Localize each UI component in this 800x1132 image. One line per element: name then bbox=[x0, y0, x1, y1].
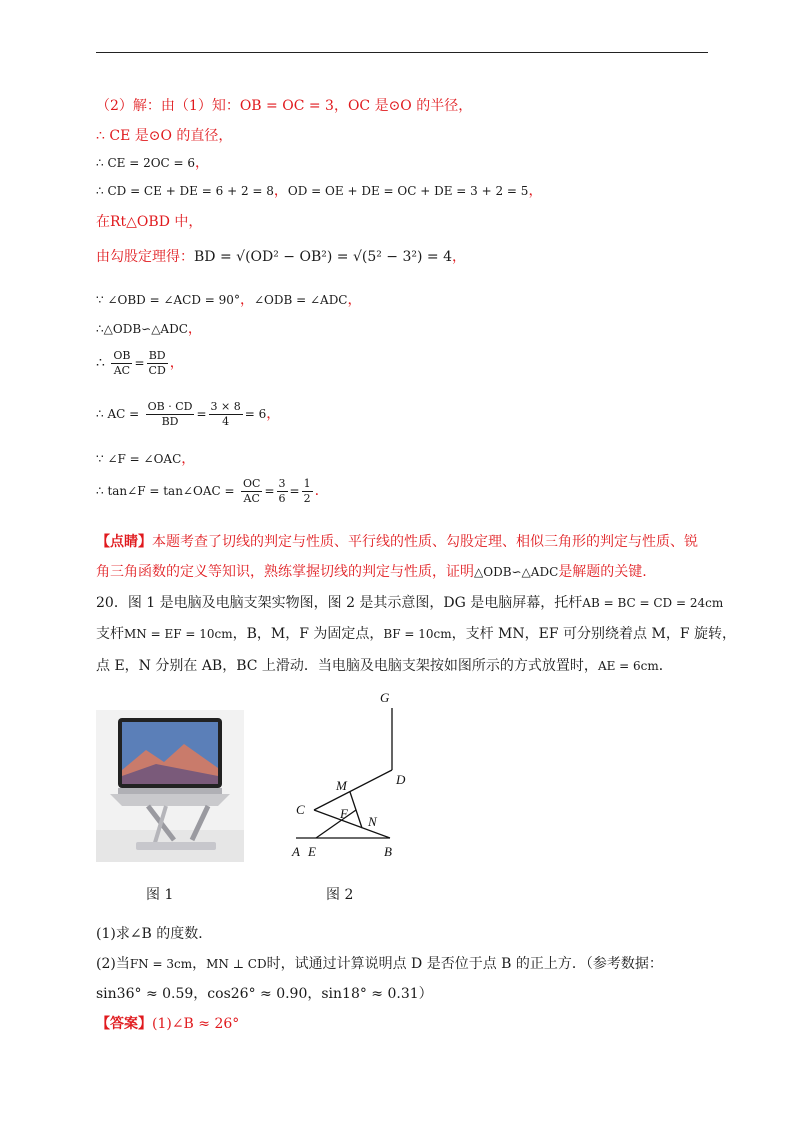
label-f: F bbox=[340, 806, 348, 821]
solution-line-3 bbox=[96, 153, 209, 173]
label-d: D bbox=[396, 772, 406, 787]
comma: ， bbox=[452, 249, 466, 265]
problem-text: 20．图 1 是电脑及电脑支架实物图，图 2 是其示意图，DG 是电脑屏幕，托杆 bbox=[96, 595, 583, 611]
fraction-1-2 bbox=[302, 477, 313, 506]
solution-line-9: ∴ $\frac{OB}{AC}$ = $\frac{BD}{CD}$ ， bbox=[96, 348, 184, 377]
segment-cb bbox=[314, 810, 390, 838]
answer-text: (1)∠B ≈ 26° bbox=[152, 1016, 240, 1032]
period: . bbox=[314, 483, 320, 499]
answer-tag: 【答案】 bbox=[96, 1016, 152, 1032]
result: = 6 bbox=[244, 407, 267, 421]
fraction-3-6 bbox=[277, 477, 288, 506]
question-1: (1)求∠B 的度数． bbox=[96, 926, 213, 942]
problem-equation: BF = 10cm bbox=[383, 627, 452, 641]
problem-text: 点 E，N 分别在 AB，BC 上滑动．当电脑及电脑支架按如图所示的方式放置时， bbox=[96, 658, 598, 674]
laptop-stand-photo bbox=[96, 710, 244, 862]
answer-line bbox=[96, 1014, 239, 1034]
numerator: 3 bbox=[278, 476, 286, 490]
denominator: 6 bbox=[278, 491, 286, 505]
comma: ， bbox=[187, 321, 202, 337]
label-n: N bbox=[368, 814, 377, 829]
equals: = bbox=[264, 484, 275, 498]
comma: ， bbox=[528, 183, 543, 199]
label-m: M bbox=[336, 778, 347, 793]
header-rule bbox=[96, 52, 708, 53]
comma: ， bbox=[195, 155, 210, 171]
solution-line-1: （2）解：由（1）知：OB = OC = 3，OC 是⊙O 的半径， bbox=[96, 98, 473, 114]
solution-line-12 bbox=[96, 476, 319, 506]
denominator: 2 bbox=[303, 491, 311, 505]
denominator: 4 bbox=[222, 414, 230, 428]
equation-angle-equal: ∠ODB = ∠ADC bbox=[253, 293, 348, 307]
problem-equation: AE = 6cm bbox=[597, 659, 659, 673]
label-b: B bbox=[384, 844, 392, 859]
comment-line-1 bbox=[96, 532, 698, 552]
problem-equation: AB = BC = CD = 24cm bbox=[582, 596, 724, 610]
fraction-oc-ac bbox=[241, 477, 262, 506]
comment-line-2 bbox=[96, 562, 647, 582]
numerator: OC bbox=[243, 476, 261, 490]
q2-text: 时，试通过计算说明点 D 是否位于点 B 的正上方．（参考数据： bbox=[266, 956, 663, 972]
label-a: A bbox=[292, 844, 300, 859]
comment-tag: 【点睛】 bbox=[96, 534, 152, 550]
label-g: G bbox=[380, 690, 390, 705]
comma: ， bbox=[239, 292, 254, 308]
fraction-bd-cd bbox=[147, 349, 168, 378]
question-2 bbox=[96, 954, 663, 974]
pythagoras-label: 由勾股定理得： bbox=[96, 249, 194, 265]
problem-line-2 bbox=[96, 624, 736, 644]
fraction-ob-ac bbox=[111, 349, 132, 378]
reference-data: sin36° ≈ 0.59，cos26° ≈ 0.90，sin18° ≈ 0.31） bbox=[96, 986, 433, 1002]
problem-text: ，支杆 MN，EF 可分别绕着点 M，F 旋转， bbox=[451, 626, 736, 642]
solution-line-11 bbox=[96, 449, 195, 469]
label-c: C bbox=[296, 802, 305, 817]
problem-text: 支杆 bbox=[96, 626, 124, 642]
comma: ， bbox=[273, 183, 288, 199]
fraction-obcd-bd bbox=[146, 400, 195, 429]
solution-line-8 bbox=[96, 319, 202, 339]
q2-text: (2)当 bbox=[96, 956, 130, 972]
label-e: E bbox=[308, 844, 316, 859]
comment-text: 角三角函数的定义等知识，熟练掌握切线的判定与性质，证明 bbox=[96, 564, 474, 580]
therefore-symbol: ∴ bbox=[96, 355, 105, 371]
segment-dc bbox=[314, 770, 392, 810]
comma: ， bbox=[169, 355, 184, 371]
equation-cd: ∴ CD = CE + DE = 6 + 2 = 8 bbox=[96, 184, 274, 198]
numerator: 1 bbox=[303, 476, 311, 490]
problem-text: ． bbox=[658, 658, 673, 674]
equation-ce: ∴ CE = 2OC = 6 bbox=[96, 156, 196, 170]
numerator: 3 × 8 bbox=[210, 399, 241, 413]
equals: = bbox=[289, 484, 300, 498]
problem-line-3 bbox=[96, 656, 673, 676]
solution-line-2: ∴ CE 是⊙O 的直径， bbox=[96, 128, 233, 144]
denominator: AC bbox=[243, 491, 260, 505]
numerator: BD bbox=[148, 348, 166, 362]
solution-line-6 bbox=[96, 247, 466, 267]
equation-angle-f: ∵ ∠F = ∠OAC bbox=[96, 452, 182, 466]
numerator: OB bbox=[113, 348, 131, 362]
q2-text: ， bbox=[192, 956, 207, 972]
segment-fe bbox=[316, 810, 356, 838]
denominator: BD bbox=[161, 414, 179, 428]
solution-line-10 bbox=[96, 399, 280, 429]
comment-similar: △ODB∽△ADC bbox=[474, 565, 559, 579]
problem-equation: MN = EF = 10cm bbox=[124, 627, 233, 641]
comma: ， bbox=[266, 406, 281, 422]
comment-text: 是解题的关键. bbox=[558, 564, 647, 580]
solution-line-7 bbox=[96, 290, 362, 310]
stand-schematic-diagram bbox=[286, 686, 426, 862]
equation-angles: ∵ ∠OBD = ∠ACD = 90° bbox=[96, 293, 240, 307]
equation-bd: BD = √(OD² − OB²) = √(5² − 3²) = 4 bbox=[194, 249, 452, 265]
ac-label: ∴ AC = bbox=[96, 407, 140, 421]
equals: = bbox=[196, 407, 207, 421]
denominator: AC bbox=[113, 363, 131, 377]
problem-line-1 bbox=[96, 593, 723, 613]
solution-line-4 bbox=[96, 181, 542, 201]
numerator: OB · CD bbox=[147, 399, 193, 413]
figure-2-caption: 图 2 bbox=[326, 887, 354, 903]
q2-equation: FN = 3cm bbox=[129, 957, 193, 971]
solution-line-5: 在Rt△OBD 中， bbox=[96, 214, 203, 230]
similar-triangles: ∴△ODB∽△ADC bbox=[96, 322, 188, 336]
comma: ， bbox=[181, 451, 196, 467]
comma: ， bbox=[347, 292, 362, 308]
fraction-3x8-4 bbox=[209, 400, 243, 429]
equation-od: OD = OE + DE = OC + DE = 3 + 2 = 5 bbox=[287, 184, 529, 198]
comment-text: 本题考查了切线的判定与性质、平行线的性质、勾股定理、相似三角形的判定与性质、锐 bbox=[152, 534, 698, 550]
figure-1-caption: 图 1 bbox=[146, 887, 174, 903]
problem-text: ，B，M，F 为固定点， bbox=[232, 626, 384, 642]
tan-label: ∴ tan∠F = tan∠OAC = bbox=[96, 484, 235, 498]
q2-equation: MN ⊥ CD bbox=[206, 957, 267, 971]
denominator: CD bbox=[148, 363, 166, 377]
